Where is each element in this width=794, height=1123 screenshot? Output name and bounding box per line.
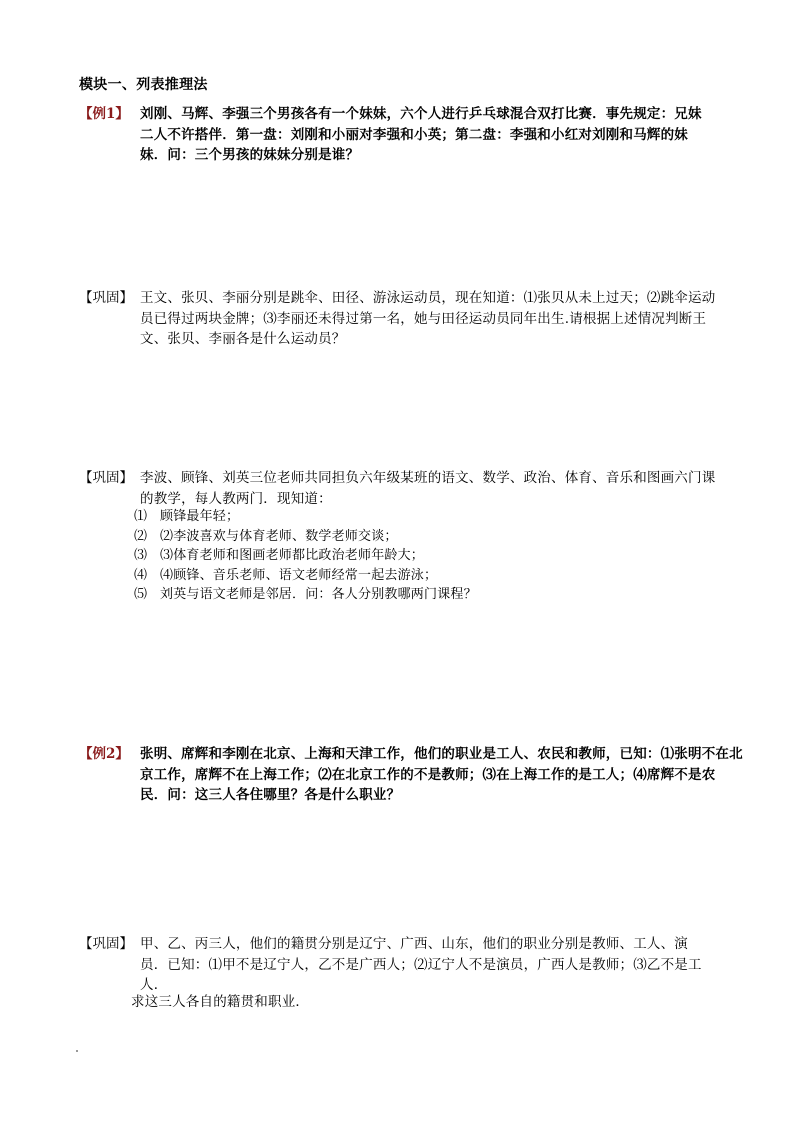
example-2-line: 京工作，席辉不在上海工作；⑵在北京工作的不是教师；⑶在上海工作的是工人；⑷席辉不是农 — [140, 766, 716, 783]
practice-2-conditions — [134, 507, 754, 605]
module-title: 模块一、列表推理法 — [79, 77, 208, 93]
condition-marker: ⑸ — [134, 587, 148, 603]
practice-1-line: 王文、张贝、李丽分别是跳伞、田径、游泳运动员，现在知道：⑴张贝从未上过天；⑵跳伞运动 — [140, 290, 716, 306]
practice-2-text — [140, 468, 794, 509]
example-1-line: 刘刚、马辉、李强三个男孩各有一个妹妹，六个人进行乒乓球混合双打比赛．事先规定：兄妹 — [140, 106, 702, 122]
condition-item — [134, 585, 754, 605]
practice-3-tag: 【巩固】 — [79, 936, 133, 952]
practice-2-line: 的教学，每人教两门．现知道： — [140, 490, 332, 507]
practice-2-tag: 【巩固】 — [79, 470, 133, 486]
condition-text: 刘英与语文老师是邻居．问：各人分别教哪两门课程？ — [160, 587, 477, 603]
example-2-text — [140, 744, 794, 806]
condition-text: ⑷顾锋、音乐老师、语文老师经常一起去游泳； — [160, 567, 438, 583]
practice-3-line: 人． — [140, 977, 168, 993]
condition-item — [134, 546, 754, 566]
example-1-text — [140, 104, 794, 166]
practice-3-line: 员．已知：⑴甲不是辽宁人，乙不是广西人；⑵辽宁人不是演员，广西人是教师；⑶乙不是工 — [140, 956, 702, 973]
condition-marker: ⑵ — [134, 528, 148, 544]
condition-marker: ⑶ — [134, 548, 148, 564]
page-dot — [76, 1050, 78, 1052]
practice-1-text — [140, 288, 794, 350]
condition-text: ⑶体育老师和图画老师都比政治老师年龄大； — [160, 548, 425, 564]
practice-3-text — [140, 934, 794, 996]
example-1-tag: 【例1】 — [79, 106, 129, 122]
condition-item — [134, 527, 754, 547]
practice-1-tag: 【巩固】 — [79, 290, 133, 306]
example-2-line: 张明、席辉和李刚在北京、上海和天津工作，他们的职业是工人、农民和教师，已知：⑴张明不在北 — [140, 746, 743, 762]
condition-marker: ⑷ — [134, 567, 148, 583]
example-2-line: 民．问：这三人各住哪里？各是什么职业？ — [140, 787, 401, 803]
condition-text: ⑵李波喜欢与体育老师、数学老师交谈； — [160, 528, 398, 544]
condition-marker: ⑴ — [134, 509, 148, 524]
example-1-line: 妹．问：三个男孩的妹妹分别是谁？ — [140, 147, 360, 163]
practice-2-line: 李波、顾锋、刘英三位老师共同担负六年级某班的语文、数学、政治、体育、音乐和图画六门课 — [140, 470, 716, 486]
condition-item — [134, 566, 754, 586]
practice-3-question: 求这三人各自的籍贯和职业． — [131, 994, 310, 1010]
example-1-line: 二人不许搭伴．第一盘：刘刚和小丽对李强和小英；第二盘：李强和小红对刘刚和马辉的妹 — [140, 126, 688, 143]
condition-item — [134, 507, 754, 527]
practice-3-line: 甲、乙、丙三人，他们的籍贯分别是辽宁、广西、山东，他们的职业分别是教师、工人、演 — [140, 936, 688, 952]
condition-text: 顾锋最年轻； — [160, 509, 240, 524]
example-2-tag: 【例2】 — [79, 746, 129, 762]
practice-1-line: 员已得过两块金牌；⑶李丽还未得过第一名，她与田径运动员同年出生.请根据上述情况判断王 — [140, 310, 707, 327]
practice-1-line: 文、张贝、李丽各是什么运动员？ — [140, 331, 346, 347]
